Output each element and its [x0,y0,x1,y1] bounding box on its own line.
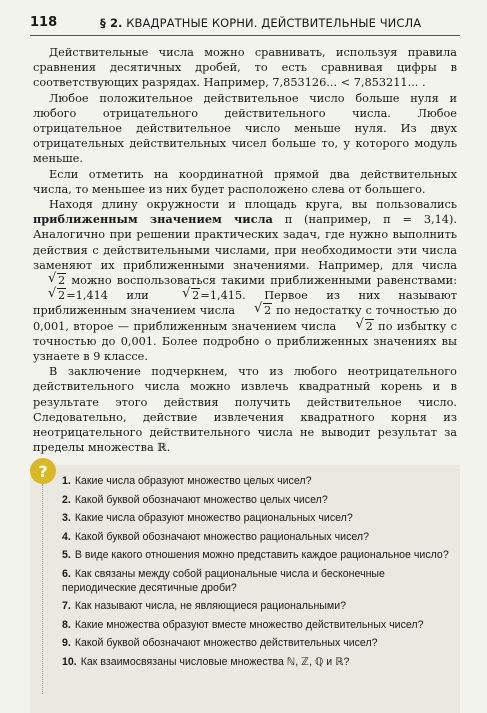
question-text: Как взаимосвязаны числовые множества ℕ, ℤ, ℚ и ℝ? [80,655,350,668]
paragraph-4 [33,197,457,364]
question-item [62,655,456,669]
question-number: 4. [62,530,71,543]
question-text: Какой буквой обозначают множество действительных чисел? [74,637,378,650]
question-number: 7. [62,600,71,613]
section-title-text: КВАДРАТНЫЕ КОРНИ. ДЕЙСТВИТЕЛЬНЫЕ ЧИСЛА [126,16,422,30]
question-text: Как связаны между собой рациональные числа и бесконечные периодические десятичные дроби? [62,567,385,594]
approx-value-term: приближенным значением числа [33,212,273,227]
question-item [62,599,456,613]
question-item [62,511,456,525]
section-title [100,16,421,30]
question-text: Как называют числа, не являющиеся рациональными? [74,600,347,613]
page-header [0,0,487,40]
question-text: В виде какого отношения можно представить каждое рациональное число? [74,549,449,561]
question-text: Какой буквой обозначают множество рациональных чисел? [74,530,369,543]
paragraph-3: Если отметить на координатной прямой два действительных числа, то меньшее из них будет расположено слева от большего. [33,167,457,196]
sqrt-symbol [239,303,272,318]
sqrt-argument: 2 [263,304,272,318]
question-number: 10. [62,655,77,668]
sqrt-symbol [167,288,200,303]
paragraph-2: Любое положительное действительное число больше нуля и любого отрицательного действительного числа. Любое отрицательное действительное число меньше нуля. Из двух отрицательных действительных чисел больше то, у которого модуль меньше. [33,91,457,166]
question-item [62,530,456,544]
header-divider [30,35,460,36]
paragraph-4-a: Находя длину окружности и площадь круга, вы пользовались [49,198,457,212]
question-text: Какие числа образуют множество рациональных чисел? [74,512,353,524]
sqrt-argument: 2 [365,319,373,333]
sqrt-symbol [341,319,374,334]
main-text [33,45,457,455]
paragraph-4-e: =1,415. Первое из них называют приближенным значением числа [33,289,457,318]
question-item [62,548,456,562]
question-number: 9. [62,637,71,650]
paragraph-1: Действительные числа можно сравнивать, используя правила сравнения десятичных дробей, то есть сравнивая цифры в соответствующих разрядах. Например, 7,853126... < 7,853211... . [33,46,457,90]
paragraph-4-d: =1,414 или [66,289,168,303]
paragraph-4-g: по избытку с точностью до 0,001. Более подробно о приближенных значениях вы узнаете в 9 классе. [33,319,458,364]
sqrt-argument: 2 [192,289,200,303]
question-number: 2. [62,493,71,506]
sqrt-symbol [33,288,66,303]
questions-list [62,474,456,673]
questions-dotted-line [42,484,44,694]
page-number: 118 [30,15,58,30]
question-text: Какие множества образуют вместе множество действительных чисел? [74,618,424,631]
sqrt-argument: 2 [58,274,66,288]
paragraph-5: В заключение подчеркнем, что из любого неотрицательного действительного числа можно извлечь квадратный корень и в результате этого действия получить действительное число. Следовательно, действие извлечения квадратного корня из неотрицательного действительного числа не выводит результат за пределы множества ℝ. [33,365,457,455]
question-number: 3. [62,512,71,524]
question-text: Какие числа образуют множество целых чисел? [74,475,312,487]
question-number: 8. [62,618,71,631]
paragraph-4-c: можно воспользоваться такими приближенными равенствами: [66,274,457,288]
question-item [62,567,456,595]
paragraph-4-b: π (например, π = 3,14). Аналогично при решении практических задач, где нужно выполнить действия с действительными числами, при необходимости эти числа заменяют их приближенными значениями. Например, для числа [33,213,457,272]
question-text: Какой буквой обозначают множество целых чисел? [74,493,328,506]
question-number: 6. [62,567,71,580]
question-mark-icon: ? [30,458,56,484]
sqrt-argument: 2 [58,289,66,303]
section-number: § 2. [100,16,123,30]
question-item [62,618,456,632]
question-item [62,493,456,507]
question-number: 1. [62,475,71,487]
question-number: 5. [62,549,71,561]
question-item [62,636,456,650]
paragraph-4-f: по недостатку с точностью до 0,001, второе — приближенным значением числа [33,304,457,333]
question-item [62,474,456,488]
